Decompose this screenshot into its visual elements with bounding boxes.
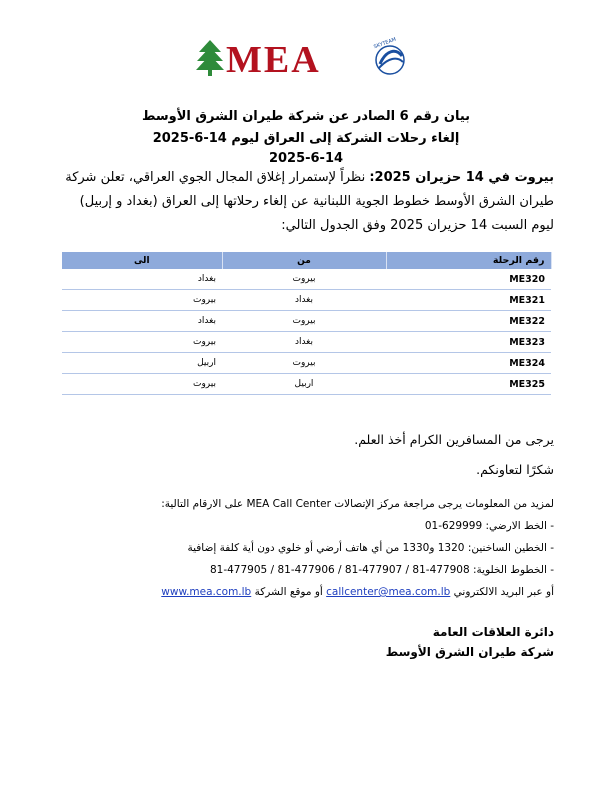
cell-from: بيروت — [222, 269, 386, 290]
svg-text:SKYTEAM: SKYTEAM — [373, 36, 397, 51]
email-prefix: أو عبر البريد الالكتروني — [453, 586, 554, 598]
website-prefix: أو موقع الشركة — [254, 586, 323, 598]
intro-lead: بيروت في 14 حزيران 2025: — [369, 170, 554, 185]
cell-to: بغداد — [62, 311, 222, 332]
cell-to: بيروت — [62, 332, 222, 353]
website-link[interactable]: www.mea.com.lb — [161, 586, 252, 598]
cell-from: بغداد — [222, 332, 386, 353]
intro-body: نظراً لإستمرار إغلاق المجال الجوي العراقي، تعلن شركة طيران الشرق الأوسط خطوط الجوية اللبنانية عن إلغاء رحلاتها إلى العراق (بغداد و إربيل) ليوم السبت 14 حزيران 2025 وفق الجدول التالي: — [65, 170, 554, 233]
signature-company: شركة طيران الشرق الأوسط — [385, 645, 554, 659]
cell-flight: ME321 — [386, 290, 551, 311]
cell-from: بيروت — [222, 353, 386, 374]
passenger-notice: يرجى من المسافرين الكرام أخذ العلم. — [354, 432, 554, 447]
mea-wordmark: MEA — [226, 39, 321, 81]
contact-hotlines: - الخطين الساخنين: 1320 و1330 من أي هاتف أرضي أو خلوي دون أية كلفة إضافية — [187, 542, 554, 554]
table-row — [62, 311, 551, 332]
statement-subtitle: إلغاء رحلات الشركة إلى العراق ليوم 14-6-2025 — [152, 131, 460, 146]
mea-logo — [196, 36, 411, 81]
table-row — [62, 269, 551, 290]
cell-from: بيروت — [222, 311, 386, 332]
table-row — [62, 353, 551, 374]
table-row — [62, 374, 551, 395]
cell-flight: ME320 — [386, 269, 551, 290]
thanks-note: شكرًا لتعاونكم. — [476, 462, 554, 477]
cell-to: اربيل — [62, 353, 222, 374]
email-link[interactable]: callcenter@mea.com.lb — [326, 586, 451, 598]
col-header-from: من — [222, 252, 386, 269]
signature-department: دائرة العلاقات العامة — [432, 625, 554, 639]
contact-online — [161, 581, 554, 603]
intro-paragraph — [58, 166, 554, 238]
cedar-icon — [196, 40, 224, 76]
contact-landline: - الخط الارضي: 629999-01 — [424, 520, 554, 532]
cell-to: بغداد — [62, 269, 222, 290]
cell-from: اربيل — [222, 374, 386, 395]
cell-to: بيروت — [62, 290, 222, 311]
cell-to: بيروت — [62, 374, 222, 395]
table-row — [62, 290, 551, 311]
contact-intro: لمزيد من المعلومات يرجى مراجعة مركز الإتصالات MEA Call Center على الارقام التالية: — [161, 498, 554, 510]
table-row — [62, 332, 551, 353]
contact-mobile: - الخطوط الخلوية: 477908-81 / 477907-81 / 477906-81 / 477905-81 — [209, 564, 554, 576]
cell-flight: ME322 — [386, 311, 551, 332]
skyteam-icon — [373, 37, 404, 74]
cancelled-flights-table — [62, 252, 552, 395]
col-header-to: الى — [62, 252, 222, 269]
statement-date: 2025-6-14 — [268, 151, 344, 166]
statement-title: بيان رقم 6 الصادر عن شركة طيران الشرق الأوسط — [141, 109, 471, 124]
col-header-flight: رقم الرحلة — [386, 252, 551, 269]
cell-from: بغداد — [222, 290, 386, 311]
cell-flight: ME323 — [386, 332, 551, 353]
cell-flight: ME325 — [386, 374, 551, 395]
table-header-row — [62, 252, 551, 269]
cell-flight: ME324 — [386, 353, 551, 374]
